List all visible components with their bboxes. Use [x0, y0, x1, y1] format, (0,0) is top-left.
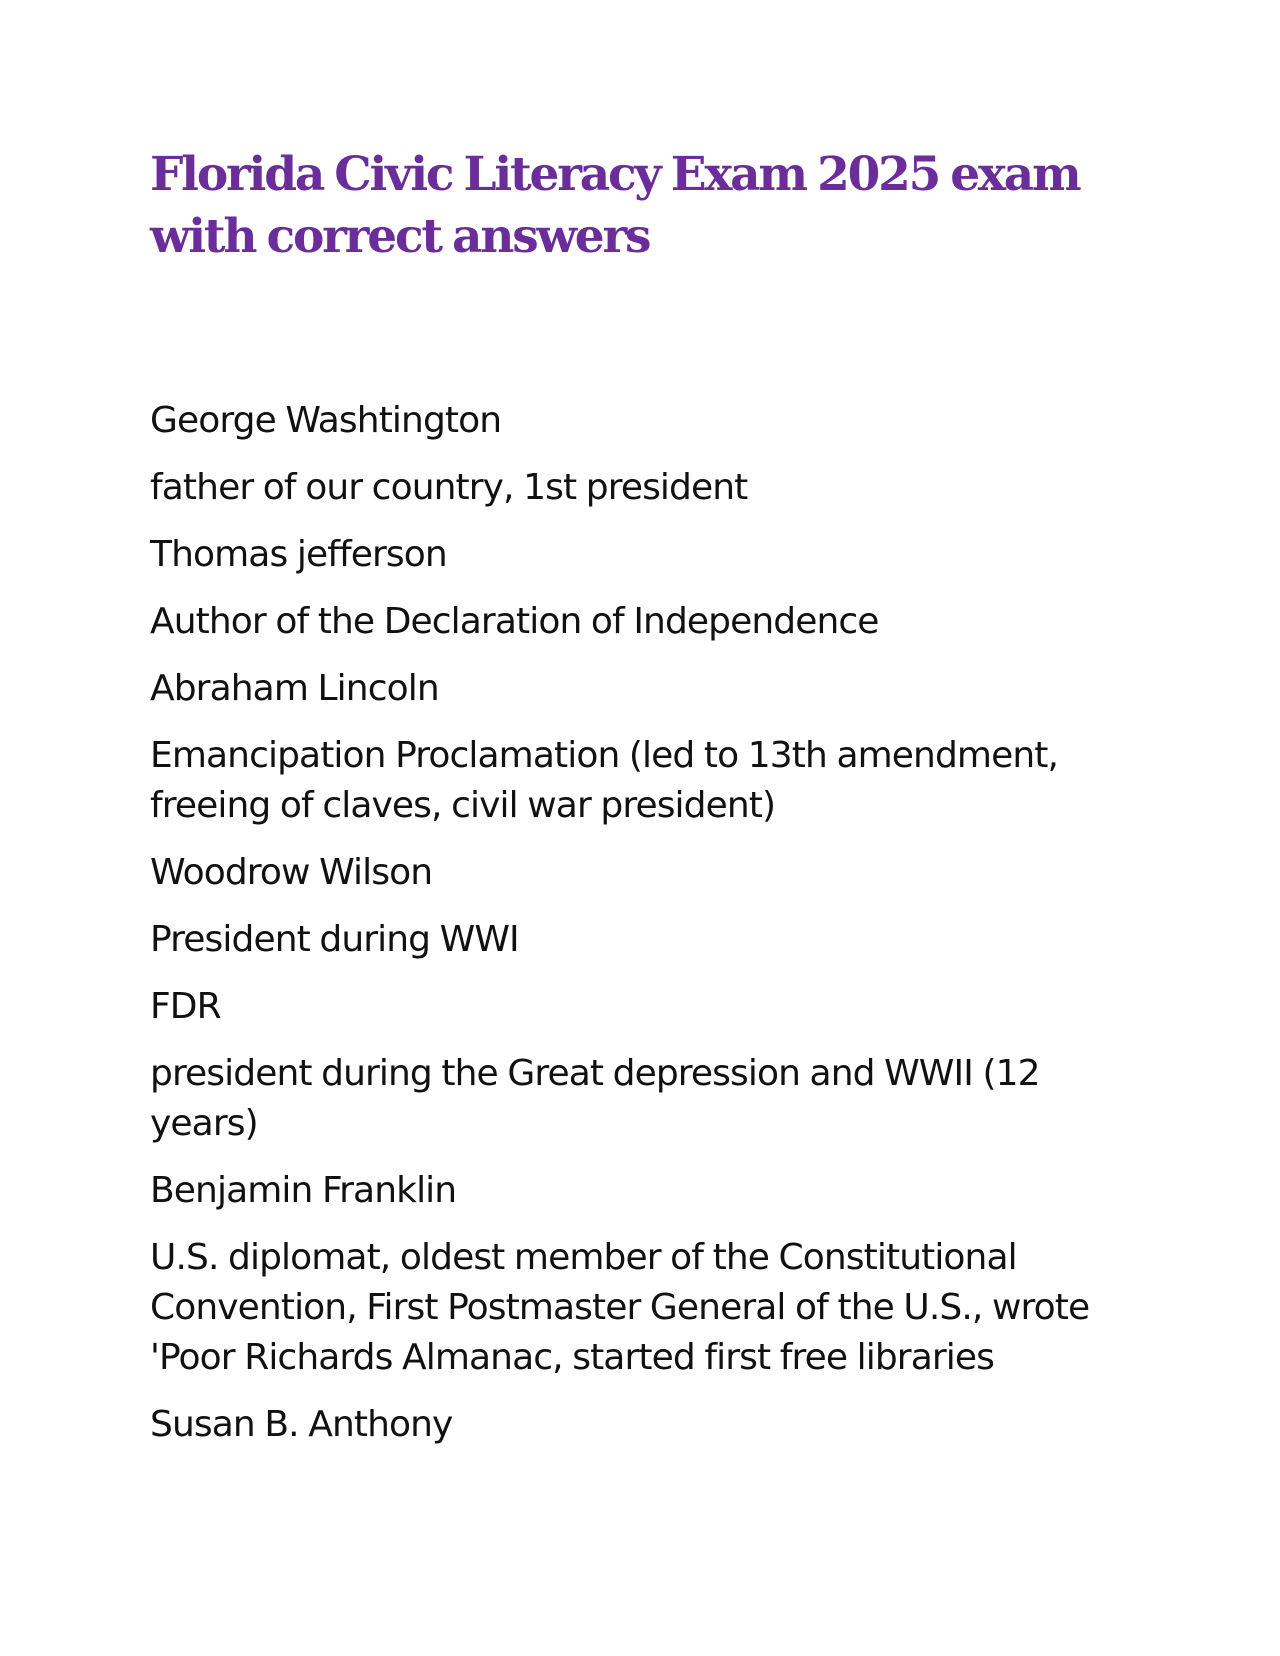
definition: president during the Great depression and WWII (12 years)	[150, 1053, 1040, 1144]
term: Woodrow Wilson	[150, 852, 433, 893]
term: Abraham Lincoln	[150, 668, 439, 709]
document-title: Florida Civic Literacy Exam 2025 exam with correct answers	[150, 147, 1080, 264]
term: George Washtington	[150, 400, 502, 441]
definition: President during WWI	[150, 919, 519, 960]
definition: Author of the Declaration of Independence	[150, 601, 879, 642]
term: Benjamin Franklin	[150, 1170, 457, 1211]
term: Thomas jefferson	[150, 534, 447, 575]
definition: father of our country, 1st president	[150, 467, 748, 508]
definition: Emancipation Proclamation (led to 13th amendment, freeing of claves, civil war president)	[150, 735, 1058, 826]
term: Susan B. Anthony	[150, 1404, 453, 1445]
term: FDR	[150, 986, 221, 1027]
definition: U.S. diplomat, oldest member of the Constitutional Convention, First Postmaster General of the U.S., wrote 'Poor Richards Almanac, started first free libraries	[150, 1237, 1090, 1378]
entry-list	[150, 396, 1140, 1467]
